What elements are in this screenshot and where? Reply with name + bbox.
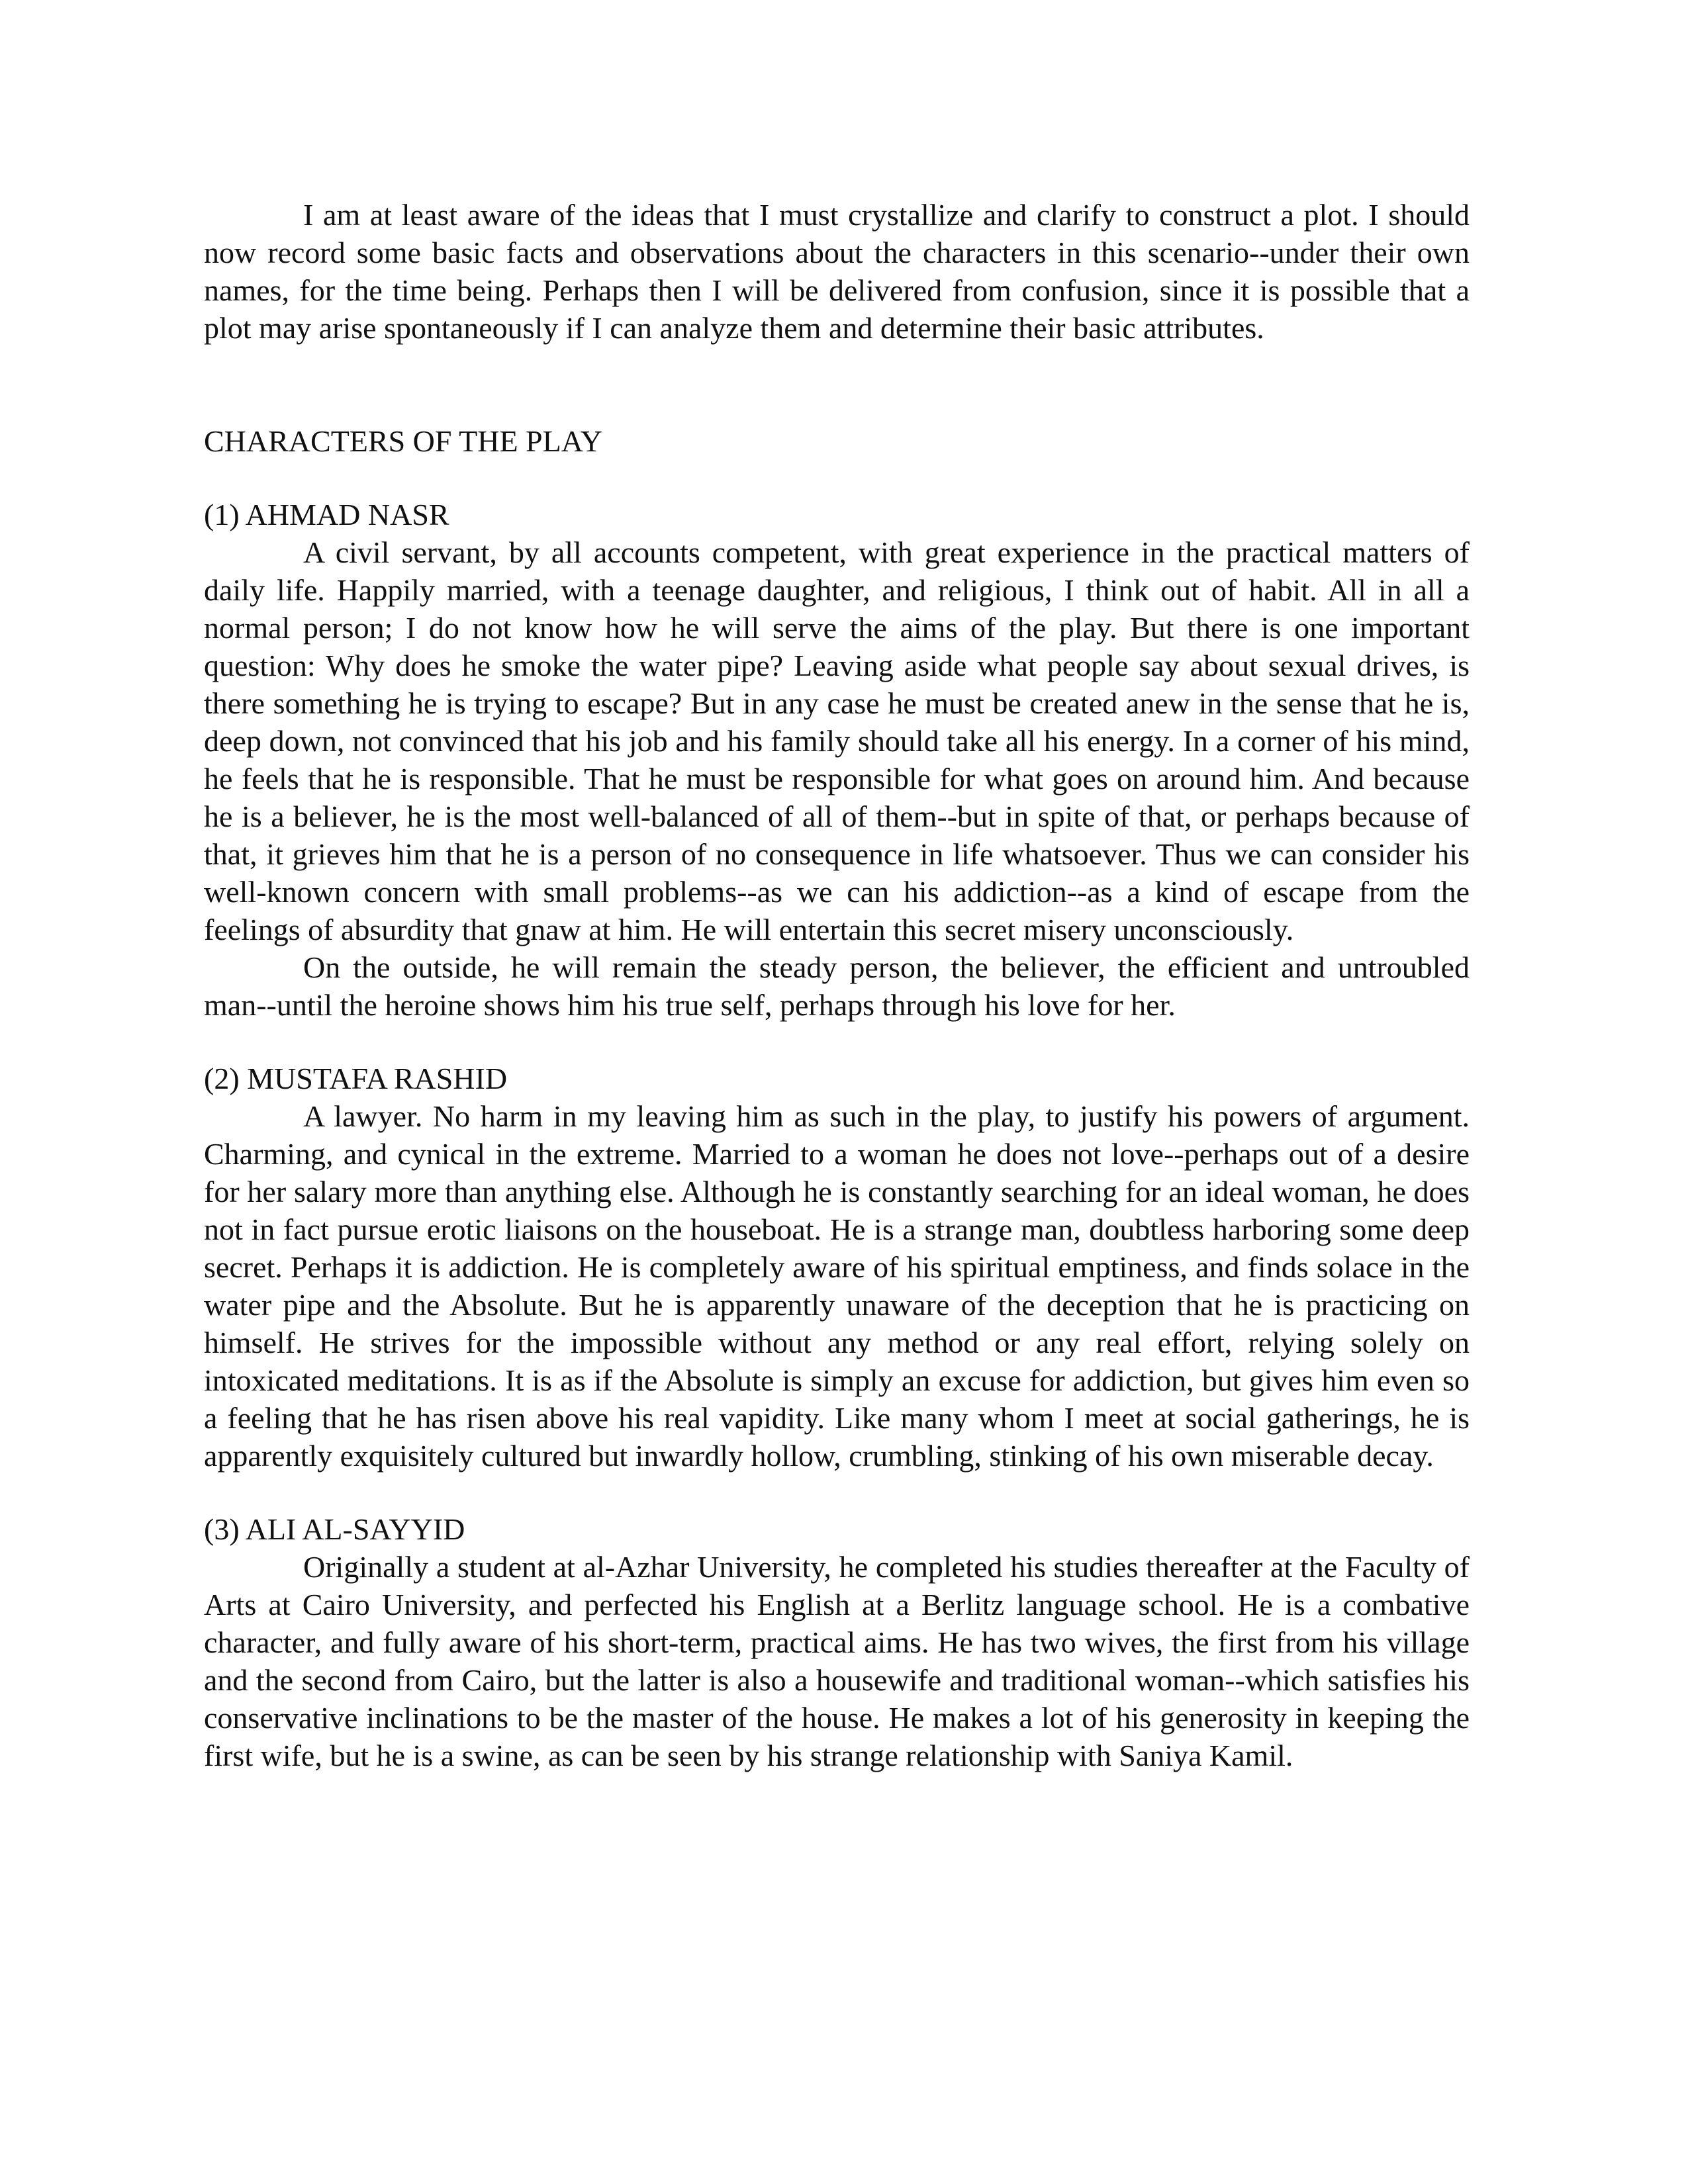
character-heading-ahmad-nasr: (1) AHMAD NASR [204, 498, 449, 531]
character-heading-mustafa-rashid: (2) MUSTAFA RASHID [204, 1062, 508, 1095]
character-heading-ali-al-sayyid: (3) ALI AL-SAYYID [204, 1512, 465, 1546]
document-page [204, 196, 1470, 1774]
character-paragraph: On the outside, he will remain the steady person, the believer, the efficient and untroubled man--until the heroine shows him his true self, perhaps through his love for her. [204, 950, 1470, 1022]
character-paragraph: A civil servant, by all accounts competent, with great experience in the practical matters of daily life. Happily married, with a teenage daughter, and religious, I think out of habit. All in all a normal person; I do not know how he will serve the aims of the play. But there is one important question: Why does he smoke the water pipe? Leaving aside what people say about sexual drives, is there something he is trying to escape? But in any case he must be created anew in the sense that he is, deep down, not convinced that his job and his family should take all his energy. In a corner of his mind, he feels that he is responsible. That he must be responsible for what goes on around him. And because he is a believer, he is the most well-balanced of all of them--but in spite of that, or perhaps because of that, it grieves him that he is a person of no consequence in life whatsoever. Thus we can consider his well-known concern with small problems--as we can his addiction--as a kind of escape from the feelings of absurdity that gnaw at him. He will entertain this secret misery unconsciously. [204, 535, 1470, 946]
section-title: CHARACTERS OF THE PLAY [204, 424, 602, 458]
intro-paragraph: I am at least aware of the ideas that I must crystallize and clarify to construct a plot. I should now record some basic facts and observations about the characters in this scenario--under their own names, for the time being. Perhaps then I will be delivered from confusion, since it is possible that a plot may arise spontaneously if I can analyze them and determine their basic attributes. [204, 198, 1470, 345]
character-paragraph: A lawyer. No harm in my leaving him as such in the play, to justify his powers of argument. Charming, and cynical in the extreme. Married to a woman he does not love--perhaps out of a desire for her salary more than anything else. Although he is constantly searching for an ideal woman, he does not in fact pursue erotic liaisons on the houseboat. He is a strange man, doubtless harboring some deep secret. Perhaps it is addiction. He is completely aware of his spiritual emptiness, and finds solace in the water pipe and the Absolute. But he is apparently unaware of the deception that he is practicing on himself. He strives for the impossible without any method or any real effort, relying solely on intoxicated meditations. It is as if the Absolute is simply an excuse for addiction, but gives him even so a feeling that he has risen above his real vapidity. Like many whom I meet at social gatherings, he is apparently exquisitely cultured but inwardly hollow, crumbling, stinking of his own miserable decay. [204, 1099, 1470, 1473]
character-paragraph: Originally a student at al-Azhar University, he completed his studies thereafter at the Faculty of Arts at Cairo University, and perfected his English at a Berlitz language school. He is a combative character, and fully aware of his short-term, practical aims. He has two wives, the first from his village and the second from Cairo, but the latter is also a housewife and traditional woman--which satisfies his conservative inclinations to be the master of the house. He makes a lot of his generosity in keeping the first wife, but he is a swine, as can be seen by his strange relationship with Saniya Kamil. [204, 1550, 1470, 1772]
